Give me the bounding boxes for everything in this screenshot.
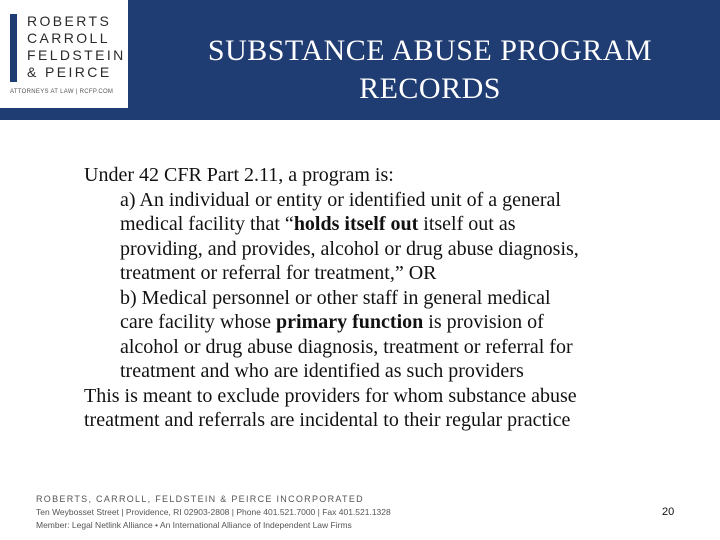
firm-logo [0, 0, 128, 108]
logo-wordmark [27, 13, 127, 81]
footer-firm-name: ROBERTS, CARROLL, FELDSTEIN & PEIRCE INCORPORATED [36, 494, 364, 504]
page-number: 20 [662, 506, 675, 518]
item-a-line-2 [84, 212, 694, 237]
item-b-line-3: alcohol or drug abuse diagnosis, treatment or referral for [120, 335, 573, 358]
item-a-line-2-pre: medical facility that “ [120, 213, 294, 235]
item-a-line-1: a) An individual or entity or identified unit of a general [120, 188, 561, 211]
item-b-line-2 [84, 310, 694, 335]
slide-title [160, 32, 700, 108]
item-b-line-1: b) Medical personnel or other staff in general medical [120, 286, 551, 309]
footer [36, 493, 456, 532]
item-a-line-3: providing, and provides, alcohol or drug abuse diagnosis, [120, 237, 579, 260]
outro-line-2: treatment and referrals are incidental to their regular practice [84, 409, 571, 431]
item-b-line-4: treatment and who are identified as such providers [120, 360, 524, 382]
outro-line-1: This is meant to exclude providers for whom substance abuse [84, 384, 577, 407]
logo-accent-bar [10, 14, 17, 82]
emphasis-holds-itself-out: holds itself out [293, 213, 419, 235]
item-b-line-2-pre: care facility whose [120, 311, 277, 333]
slide-body [84, 163, 694, 433]
logo-line-1: ROBERTS [27, 13, 112, 29]
footer-membership: Member: Legal Netlink Alliance • An International Alliance of Independent Law Firms [36, 520, 352, 530]
item-b-line-2-post: is provision of [423, 311, 544, 333]
intro-text: Under 42 CFR Part 2.11, a program is: [84, 164, 394, 186]
logo-tagline: ATTORNEYS AT LAW | RCFP.COM [10, 89, 114, 95]
slide-title-line-2: RECORDS [359, 72, 501, 105]
emphasis-primary-function: primary function [276, 311, 424, 333]
slide-title-line-1: SUBSTANCE ABUSE PROGRAM [207, 34, 653, 67]
logo-line-2: CARROLL [27, 30, 110, 46]
logo-line-4: & PEIRCE [27, 64, 112, 80]
footer-address: Ten Weybosset Street | Providence, RI 02903-2808 | Phone 401.521.7000 | Fax 401.521.1328 [36, 507, 391, 517]
item-a-line-4: treatment or referral for treatment,” OR [120, 262, 437, 284]
item-a-line-2-post: itself out as [418, 213, 516, 235]
logo-line-3: FELDSTEIN [27, 47, 126, 63]
